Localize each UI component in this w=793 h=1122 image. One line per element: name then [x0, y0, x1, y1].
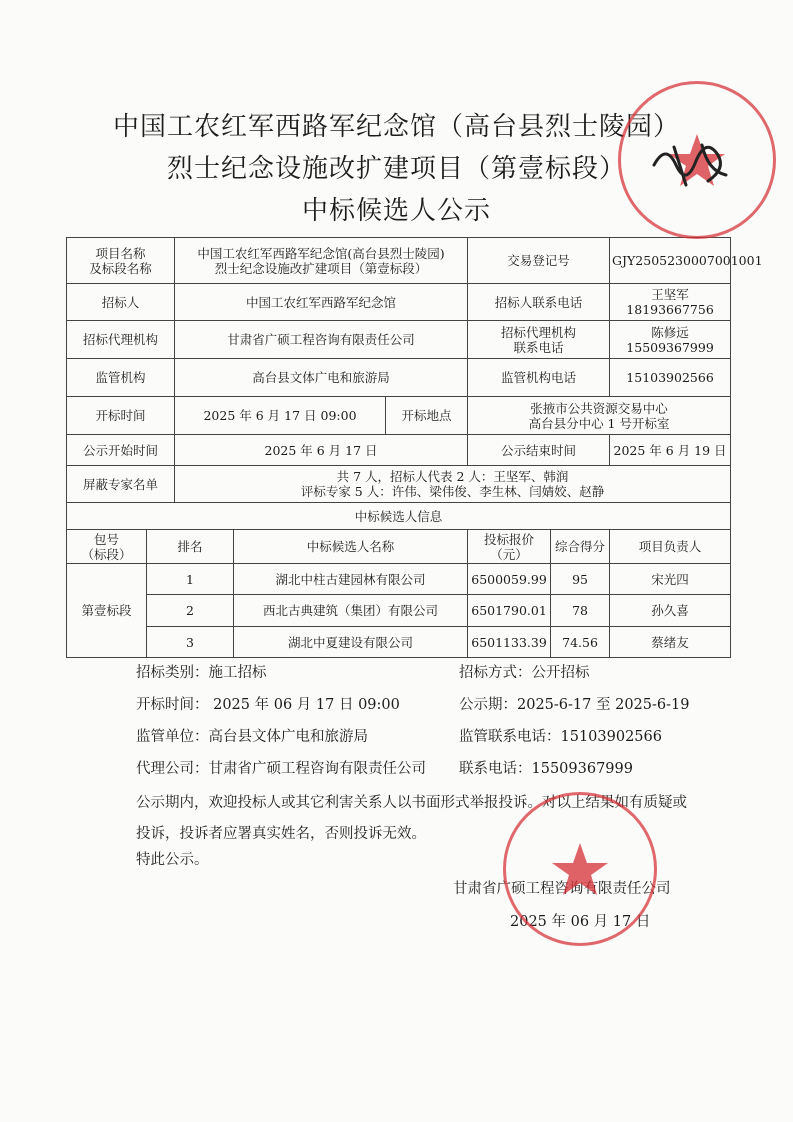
tenderer-label: 招标人: [67, 284, 175, 321]
footer-period: 公示期：2025-6-17 至 2025-6-19: [459, 697, 690, 713]
agency-phone-label: 招标代理机构 联系电话: [468, 321, 610, 359]
candidate-manager: 孙久喜: [610, 595, 731, 627]
supervisor-label: 监管机构: [67, 359, 175, 397]
candidate-name: 湖北中夏建设有限公司: [234, 627, 468, 658]
project-name-label: 项目名称 及标段名称: [67, 238, 175, 284]
candidates-header: [67, 530, 731, 564]
trade-no: GJY2505230007001001: [610, 238, 731, 284]
candidate-name: 湖北中柱古建园林有限公司: [234, 564, 468, 595]
candidate-score: 74.56: [551, 627, 610, 658]
handwritten-signature: [646, 125, 734, 195]
footer-supervisor: 监管单位：高台县文体广电和旅游局: [136, 729, 368, 745]
footer-method: 招标方式：公开招标: [459, 665, 590, 681]
agency-phone: 陈修远 15509367999: [610, 321, 731, 359]
seal-star-icon: [506, 795, 654, 943]
row-project: [67, 238, 731, 284]
footer-agent-phone: 联系电话：15509367999: [459, 761, 633, 777]
table-row: [67, 595, 731, 627]
tenderer-phone-label: 招标人联系电话: [468, 284, 610, 321]
col-score: 综合得分: [551, 530, 610, 564]
experts-label: 屏蔽专家名单: [67, 466, 175, 503]
candidate-rank: 2: [147, 595, 234, 627]
notice-start-label: 公示开始时间: [67, 435, 175, 466]
footer-category: 招标类别：施工招标: [136, 665, 267, 681]
row-agency: [67, 321, 731, 359]
project-name: 中国工农红军西路军纪念馆(高台县烈士陵园) 烈士纪念设施改扩建项目（第壹标段）: [175, 238, 468, 284]
agency-label: 招标代理机构: [67, 321, 175, 359]
col-price: 投标报价（元）: [468, 530, 551, 564]
open-place-label: 开标地点: [386, 397, 468, 435]
title-line-1: 中国工农红军西路军纪念馆（高台县烈士陵园）: [112, 112, 680, 142]
row-experts: [67, 466, 731, 503]
trade-no-label: 交易登记号: [468, 238, 610, 284]
candidate-manager: 蔡绪友: [610, 627, 731, 658]
footer-open-time: 开标时间： 2025 年 06 月 17 日 09:00: [136, 697, 400, 713]
tenderer-phone: 王坚军 18193667756: [610, 284, 731, 321]
footer-supervisor-phone: 监管联系电话：15103902566: [459, 729, 662, 745]
table-row: [67, 627, 731, 658]
footer-closing: 特此公示。: [136, 852, 209, 868]
candidate-manager: 宋光四: [610, 564, 731, 595]
notice-start: 2025 年 6 月 17 日: [175, 435, 468, 466]
notice-end: 2025 年 6 月 19 日: [610, 435, 731, 466]
col-manager: 项目负责人: [610, 530, 731, 564]
seal-stamp-bottom: [503, 792, 657, 946]
row-notice: [67, 435, 731, 466]
footer-agent: 代理公司：甘肃省广硕工程咨询有限责任公司: [136, 761, 426, 777]
candidate-score: 95: [551, 564, 610, 595]
col-name: 中标候选人名称: [234, 530, 468, 564]
tenderer: 中国工农红军西路军纪念馆: [175, 284, 468, 321]
col-lot: 包号 （标段）: [67, 530, 147, 564]
open-time: 2025 年 6 月 17 日 09:00: [175, 397, 386, 435]
candidates-section-title: 中标候选人信息: [67, 503, 731, 530]
open-place: 张掖市公共资源交易中心 高台县分中心 1 号开标室: [468, 397, 731, 435]
supervisor-phone: 15103902566: [610, 359, 731, 397]
candidate-price: 6500059.99: [468, 564, 551, 595]
candidate-name: 西北古典建筑（集团）有限公司: [234, 595, 468, 627]
title-line-3: 中标候选人公示: [301, 196, 491, 226]
candidate-price: 6501133.39: [468, 627, 551, 658]
row-candidates-section: [67, 503, 731, 530]
lot-name: 第壹标段: [67, 564, 147, 658]
footer-paragraph: 公示期内，欢迎投标人或其它利害关系人以书面形式举报投诉。对以上结果如有质疑或投诉，投诉者应署真实姓名，否则投诉无效。: [136, 795, 687, 842]
row-supervisor: [67, 359, 731, 397]
notice-end-label: 公示结束时间: [468, 435, 610, 466]
info-table: [66, 237, 763, 658]
candidate-rank: 3: [147, 627, 234, 658]
row-tenderer: [67, 284, 731, 321]
title-line-2: 烈士纪念设施改扩建项目（第壹标段）: [166, 154, 626, 184]
supervisor-phone-label: 监管机构电话: [468, 359, 610, 397]
candidate-score: 78: [551, 595, 610, 627]
table-row: [67, 564, 731, 595]
agency: 甘肃省广硕工程咨询有限责任公司: [175, 321, 468, 359]
open-time-label: 开标时间: [67, 397, 175, 435]
col-rank: 排名: [147, 530, 234, 564]
supervisor: 高台县文体广电和旅游局: [175, 359, 468, 397]
signature-company: 甘肃省广硕工程咨询有限责任公司: [453, 881, 671, 897]
candidate-rank: 1: [147, 564, 234, 595]
candidate-price: 6501790.01: [468, 595, 551, 627]
row-open: [67, 397, 731, 435]
signature-date: 2025 年 06 月 17 日: [510, 914, 651, 930]
experts: 共 7 人，招标人代表 2 人：王坚军、韩润 评标专家 5 人：许伟、梁伟俊、李生林、闫婧姣、赵静: [175, 466, 731, 503]
